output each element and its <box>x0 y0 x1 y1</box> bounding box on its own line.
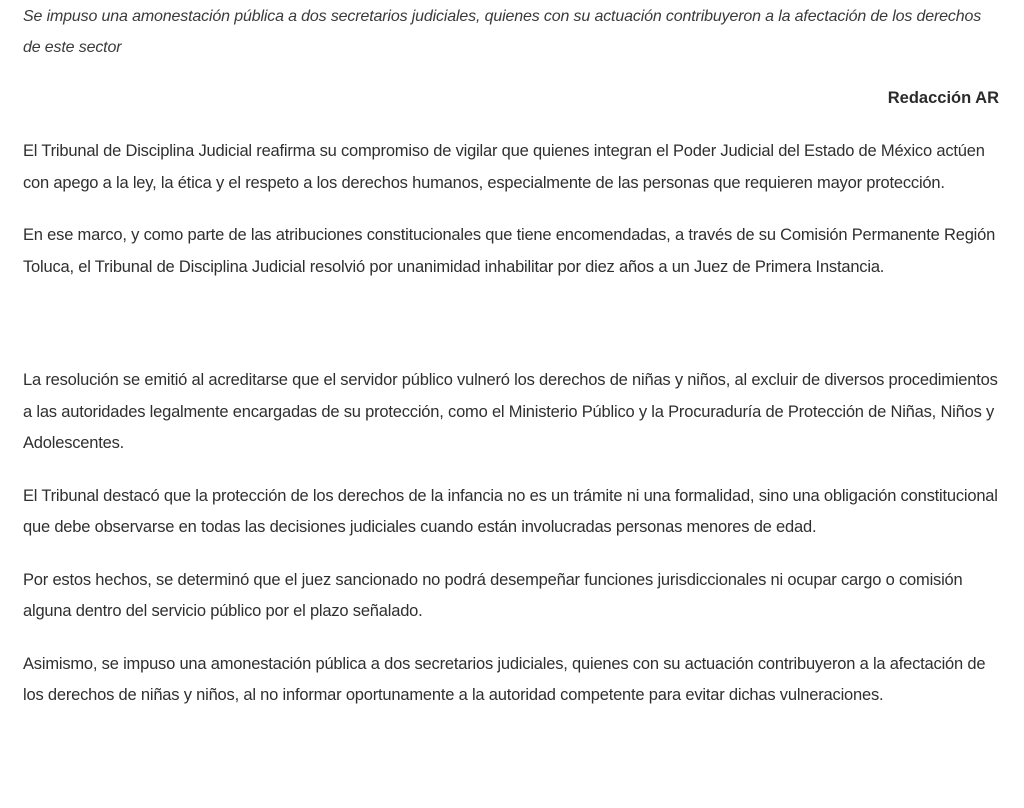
content-spacer <box>23 283 1000 365</box>
paragraph-2: En ese marco, y como parte de las atribuciones constitucionales que tiene encomendadas, a través de su Comisión Permanente Región Toluca, el Tribunal de Disciplina Judicial resolvió por unanimidad inhabilitar por diez años a un Juez de Primera Instancia. <box>23 226 996 276</box>
article-byline: Redacción AR <box>887 89 999 107</box>
paragraph-1: El Tribunal de Disciplina Judicial reafirma su compromiso de vigilar que quienes integran el Poder Judicial del Estado de México actúen con apego a la ley, la ética y el respeto a los derechos humanos, especialmente de las personas que requieren mayor protección. <box>23 142 985 192</box>
article-subtitle: Se impuso una amonestación pública a dos secretarios judiciales, quienes con su actuación contribuyeron a la afectación de los derechos de este sector <box>23 8 982 56</box>
paragraph-5: Por estos hechos, se determinó que el juez sancionado no podrá desempeñar funciones jurisdiccionales ni ocupar cargo o comisión alguna dentro del servicio público por el plazo señalado. <box>23 570 963 620</box>
paragraph-4: El Tribunal destacó que la protección de los derechos de la infancia no es un trámite ni una formalidad, sino una obligación constitucional que debe observarse en todas las decisiones judiciales cuando están involucradas personas menores de edad. <box>23 486 998 536</box>
paragraph-6: Asimismo, se impuso una amonestación pública a dos secretarios judiciales, quienes con su actuación contribuyeron a la afectación de los derechos de niñas y niños, al no informar oportunamente a la autoridad competente para evitar dichas vulneraciones. <box>23 654 986 704</box>
paragraph-3: La resolución se emitió al acreditarse que el servidor público vulneró los derechos de niñas y niños, al excluir de diversos procedimientos a las autoridades legalmente encargadas de su protección, como el Ministerio Público y la Procuraduría de Protección de Niñas, Niños y Adolescentes. <box>23 371 998 452</box>
